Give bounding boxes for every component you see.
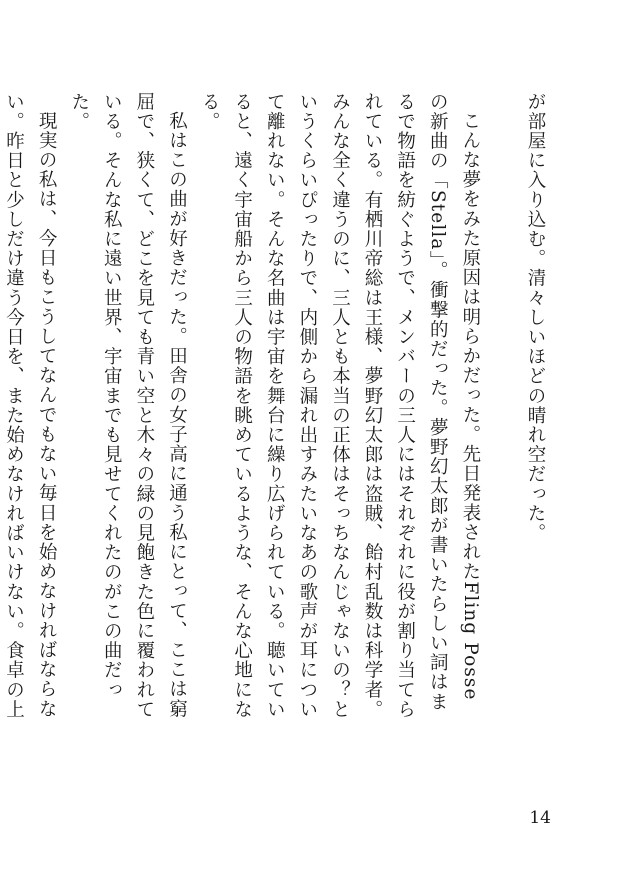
vertical-text-body [0, 92, 551, 722]
paragraph-3: 私はこの曲が好きだった。田舎の女子高に通う私にとって、ここは窮屈で、狭くて、どこを見ても青い空と木々の緑の見飽きた色に覆われている。そんな私に遠い世界、宇宙までも見せてくれたのがこの曲だった。 [68, 92, 188, 720]
paragraph-spacer [486, 92, 519, 722]
paragraph-2: こんな夢をみた原因は明らかだった。先日発表されたFling Posse の新曲の「Stella」。衝撃的だった。夢野幻太郎が書いたらしい詞はまるで物語を紡ぐようで、メンバーの三人にはそれぞれに役が割り当てられている。有栖川帝総は王様、夢野幻太郎は盗賊、飴村乱数は科学者。みんな全く違うのに、三人とも本当の正体はそっちなんじゃないの？というくらいぴったりで、内側から漏れ出すみたいなあの歌声が耳について離れない。そんな名曲は宇宙を舞台に繰り広げられている。聴いていると、遠く宇宙船から三人の物語を眺めているような、そんな心地になる。 [199, 92, 481, 720]
paragraph-1: が部屋に入り込む。清々しいほどの晴れ空だった。 [525, 92, 546, 543]
paragraph-4: 現実の私は、今日もこうしてなんでもない毎日を始めなければならない。昨日と少しだけ違う今日を、また始めなければいけない。食卓の上 [3, 92, 58, 720]
page-number: 14 [529, 808, 551, 828]
